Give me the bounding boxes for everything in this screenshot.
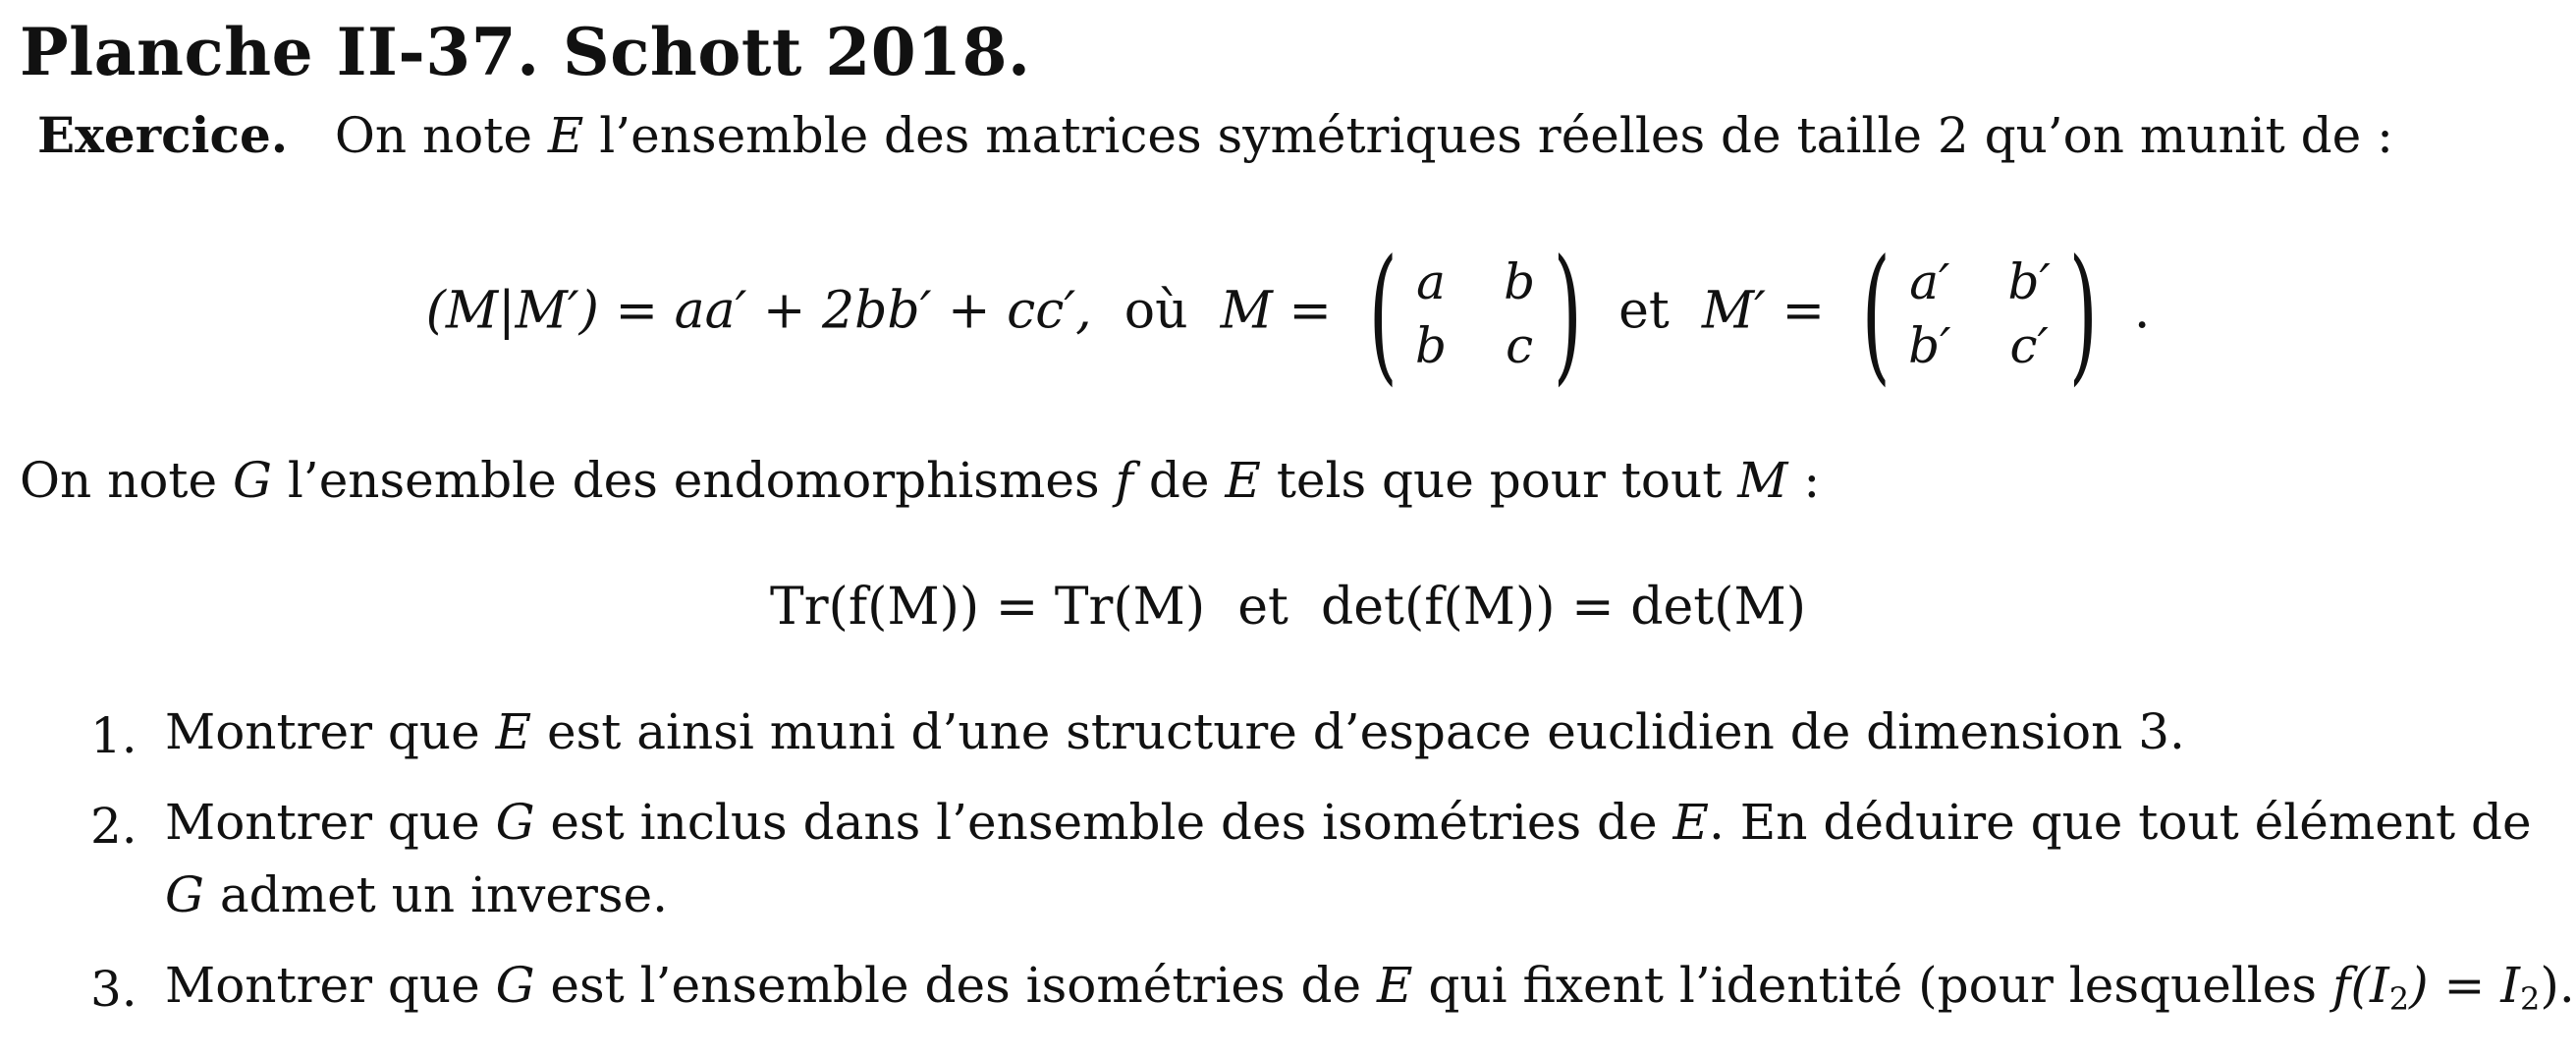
text: est inclus dans l’ensemble des isométries de xyxy=(534,794,1673,851)
text: admet un inverse. xyxy=(203,866,669,923)
intro-text-1: On note xyxy=(334,107,548,164)
item-number: 2. xyxy=(90,798,137,855)
matrix-M-label: M = xyxy=(1220,281,1332,341)
text: On note xyxy=(20,452,233,509)
matrix-Mp-label: M′ = xyxy=(1701,281,1826,341)
word-et: et xyxy=(1237,578,1288,637)
item-number: 1. xyxy=(90,707,137,764)
var-G: G xyxy=(232,452,272,509)
subscript: 2 xyxy=(2520,980,2541,1018)
text: Montrer que xyxy=(165,957,496,1014)
word-ou: où xyxy=(1124,281,1188,341)
exercise-intro xyxy=(37,106,2393,164)
text: ) = I xyxy=(2409,957,2521,1014)
matrix-M-cell: a xyxy=(1416,252,1446,310)
text: Montrer que xyxy=(165,794,496,851)
matrix-M-cell: c xyxy=(1506,317,1534,374)
text: est ainsi muni d’une structure d’espace euclidien de dimension 3. xyxy=(531,703,2185,760)
text: Montrer que xyxy=(165,703,496,760)
matrix-Mp-cell: c′ xyxy=(2009,317,2049,374)
right-paren: ) xyxy=(2068,229,2098,400)
item-number: 3. xyxy=(90,961,137,1018)
equation-inner-product xyxy=(0,229,2576,400)
matrix-M-prime xyxy=(1847,229,2112,400)
var-E: E xyxy=(1672,794,1710,851)
list-item xyxy=(165,949,2575,1035)
exercise-label: Exercice. xyxy=(37,106,289,164)
det-equality: det(f(M)) = det(M) xyxy=(1320,578,1806,637)
left-paren: ( xyxy=(1861,229,1891,400)
var-f: f xyxy=(2331,957,2351,1014)
text: : xyxy=(1787,452,1821,509)
word-et: et xyxy=(1618,281,1670,341)
var-M: M xyxy=(1737,452,1788,509)
inner-product-formula: (M|M′) = aa′ + 2bb′ + cc′, xyxy=(425,281,1092,341)
matrix-Mp-cell: b′ xyxy=(2007,252,2051,310)
right-paren: ) xyxy=(1553,229,1582,400)
var-G: G xyxy=(495,794,535,851)
var-E: E xyxy=(1377,957,1413,1014)
final-dot: . xyxy=(2133,281,2151,341)
text: (I xyxy=(2350,957,2389,1014)
text: qui fixent l’identité (pour lesquelles xyxy=(1412,957,2332,1014)
text: tels que pour tout xyxy=(1260,452,1738,509)
subscript: 2 xyxy=(2388,980,2410,1018)
text: . En déduire que tout élément de xyxy=(1709,794,2532,851)
trace-equality: Tr(f(M)) = Tr(M) xyxy=(770,578,1206,637)
text: ). xyxy=(2540,957,2575,1014)
text: est l’ensemble des isométries de xyxy=(534,957,1378,1014)
matrix-Mp-cell: b′ xyxy=(1908,317,1951,374)
matrix-Mp-cell: a′ xyxy=(1909,252,1950,310)
intro-var-E: E xyxy=(547,107,584,164)
var-E: E xyxy=(495,703,532,760)
var-E: E xyxy=(1225,452,1261,509)
page-title: Planche II-37. Schott 2018. xyxy=(20,14,1031,90)
intro-text-2: l’ensemble des matrices symétriques réelles de taille 2 qu’on munit de : xyxy=(583,107,2393,164)
definition-G xyxy=(20,452,1820,509)
list-item xyxy=(165,786,2561,931)
matrix-M-cell: b xyxy=(1504,252,1536,310)
text: l’ensemble des endomorphismes xyxy=(271,452,1116,509)
var-G: G xyxy=(165,866,204,923)
equation-trace-det xyxy=(0,578,2576,637)
left-paren: ( xyxy=(1368,229,1398,400)
matrix-M-cell: b xyxy=(1415,317,1448,374)
text: de xyxy=(1133,452,1226,509)
var-f: f xyxy=(1115,452,1134,509)
matrix-M xyxy=(1354,229,1597,400)
var-G: G xyxy=(495,957,535,1014)
list-item xyxy=(165,695,2185,768)
